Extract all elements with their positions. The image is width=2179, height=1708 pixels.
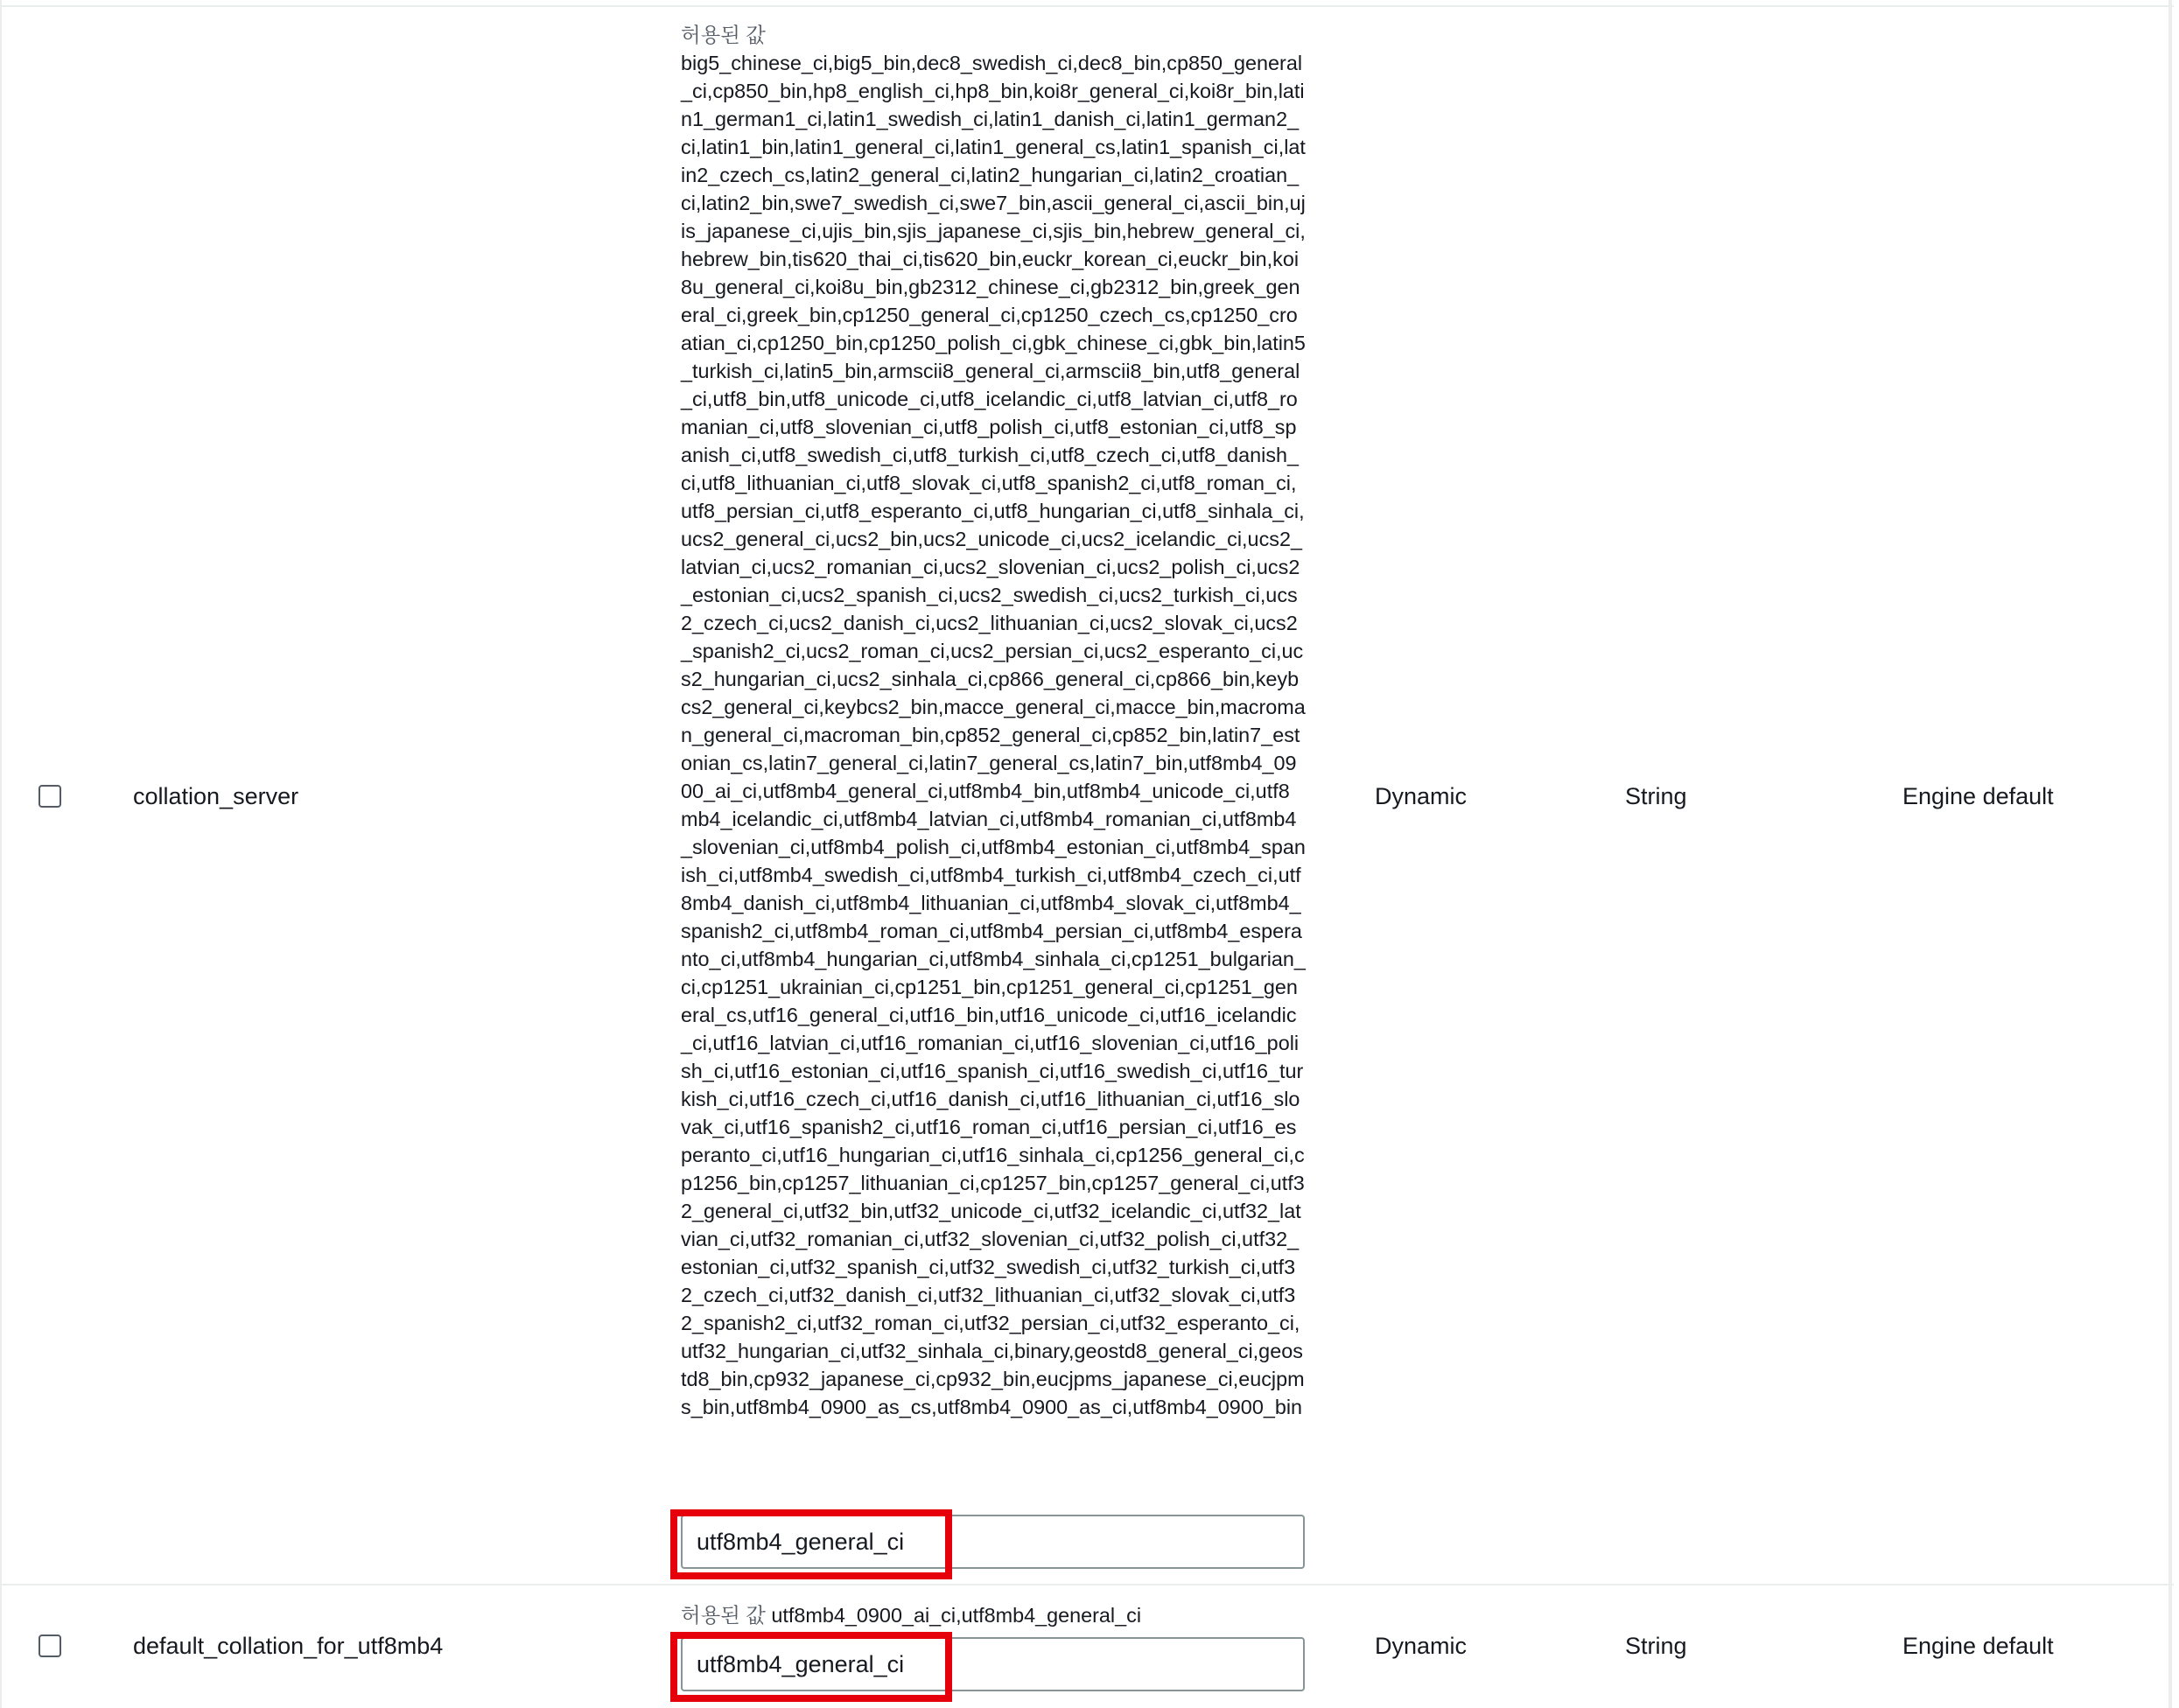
parameter-value-input[interactable] [681, 1637, 1305, 1691]
parameter-name: default_collation_for_utf8mb4 [133, 1633, 444, 1659]
apply-type-cell: Dynamic [1375, 1633, 1468, 1659]
apply-type-cell: Dynamic [1375, 783, 1468, 809]
source-cell: Engine default [1902, 783, 2054, 809]
row-divider [2, 5, 2174, 7]
allowed-values-text [681, 21, 1306, 1421]
data-type-cell: String [1625, 783, 1687, 809]
data-type-cell: String [1625, 1633, 1687, 1659]
parameter-name: collation_server [133, 783, 299, 809]
parameter-value-input[interactable] [681, 1515, 1305, 1569]
source-cell: Engine default [1902, 1633, 2054, 1659]
allowed-values-text [681, 1601, 1306, 1629]
allowed-values-list: big5_chinese_ci,big5_bin,dec8_swedish_ci,dec8_bin,cp850_general_ci,cp850_bin,hp8_english_ci,hp8_bin,koi8r_general_ci,koi8r_bin,latin1_german1_ci,latin1_swedish_ci,latin1_danish_ci,latin1_german2_ci,latin1_bin,latin1_general_ci,latin1_general_cs,latin1_spanish_ci,latin2_czech_cs,latin2_general_ci,latin2_hungarian_ci,latin2_croatian_ci,latin2_bin,swe7_swedish_ci,swe7_bin,ascii_general_ci,ascii_bin,ujis_japanese_ci,ujis_bin,sjis_japanese_ci,sjis_bin,hebrew_general_ci,hebrew_bin,tis620_thai_ci,tis620_bin,euckr_korean_ci,euckr_bin,koi8u_general_ci,koi8u_bin,gb2312_chinese_ci,gb2312_bin,greek_general_ci,greek_bin,cp1250_general_ci,cp1250_czech_cs,cp1250_croatian_ci,cp1250_bin,cp1250_polish_ci,gbk_chinese_ci,gbk_bin,latin5_turkish_ci,latin5_bin,armscii8_general_ci,armscii8_bin,utf8_general_ci,utf8_bin,utf8_unicode_ci,utf8_icelandic_ci,utf8_latvian_ci,utf8_romanian_ci,utf8_slovenian_ci,utf8_polish_ci,utf8_estonian_ci,utf8_spanish_ci,utf8_swedish_ci,utf8_turkish_ci,utf8_czech_ci,utf8_danish_ci,utf8_lithuanian_ci,utf8_slovak_ci,utf8_spanish2_ci,utf8_roman_ci,utf8_persian_ci,utf8_esperanto_ci,utf8_hungarian_ci,utf8_sinhala_ci,ucs2_general_ci,ucs2_bin,ucs2_unicode_ci,ucs2_icelandic_ci,ucs2_latvian_ci,ucs2_romanian_ci,ucs2_slovenian_ci,ucs2_polish_ci,ucs2_estonian_ci,ucs2_spanish_ci,ucs2_swedish_ci,ucs2_turkish_ci,ucs2_czech_ci,ucs2_danish_ci,ucs2_lithuanian_ci,ucs2_slovak_ci,ucs2_spanish2_ci,ucs2_roman_ci,ucs2_persian_ci,ucs2_esperanto_ci,ucs2_hungarian_ci,ucs2_sinhala_ci,cp866_general_ci,cp866_bin,keybcs2_general_ci,keybcs2_bin,macce_general_ci,macce_bin,macroman_general_ci,macroman_bin,cp852_general_ci,cp852_bin,latin7_estonian_cs,latin7_general_ci,latin7_general_cs,latin7_bin,utf8mb4_0900_ai_ci,utf8mb4_general_ci,utf8mb4_bin,utf8mb4_unicode_ci,utf8mb4_icelandic_ci,utf8mb4_latvian_ci,utf8mb4_romanian_ci,utf8mb4_slovenian_ci,utf8mb4_polish_ci,utf8mb4_estonian_ci,utf8mb4_spanish_ci,utf8mb4_swedish_ci,utf8mb4_turkish_ci,utf8mb4_czech_ci,utf8mb4_danish_ci,utf8mb4_lithuanian_ci,utf8mb4_slovak_ci,utf8mb4_spanish2_ci,utf8mb4_roman_ci,utf8mb4_persian_ci,utf8mb4_esperanto_ci,utf8mb4_hungarian_ci,utf8mb4_sinhala_ci,cp1251_bulgarian_ci,cp1251_ukrainian_ci,cp1251_bin,cp1251_general_ci,cp1251_general_cs,utf16_general_ci,utf16_bin,utf16_unicode_ci,utf16_icelandic_ci,utf16_latvian_ci,utf16_romanian_ci,utf16_slovenian_ci,utf16_polish_ci,utf16_estonian_ci,utf16_spanish_ci,utf16_swedish_ci,utf16_turkish_ci,utf16_czech_ci,utf16_danish_ci,utf16_lithuanian_ci,utf16_slovak_ci,utf16_spanish2_ci,utf16_roman_ci,utf16_persian_ci,utf16_esperanto_ci,utf16_hungarian_ci,utf16_sinhala_ci,cp1256_general_ci,cp1256_bin,cp1257_lithuanian_ci,cp1257_bin,cp1257_general_ci,utf32_general_ci,utf32_bin,utf32_unicode_ci,utf32_icelandic_ci,utf32_latvian_ci,utf32_romanian_ci,utf32_slovenian_ci,utf32_polish_ci,utf32_estonian_ci,utf32_spanish_ci,utf32_swedish_ci,utf32_turkish_ci,utf32_czech_ci,utf32_danish_ci,utf32_lithuanian_ci,utf32_slovak_ci,utf32_spanish2_ci,utf32_roman_ci,utf32_persian_ci,utf32_esperanto_ci,utf32_hungarian_ci,utf32_sinhala_ci,binary,geostd8_general_ci,geostd8_bin,cp932_japanese_ci,cp932_bin,eucjpms_japanese_ci,eucjpms_bin,utf8mb4_0900_as_cs,utf8mb4_0900_as_ci,utf8mb4_0900_bin [681, 52, 1306, 1418]
row-divider [2, 1584, 2174, 1586]
allowed-values-list: utf8mb4_0900_ai_ci,utf8mb4_general_ci [771, 1604, 1142, 1627]
row-select-checkbox[interactable] [39, 785, 61, 808]
allowed-values-label: 허용된 값 [681, 24, 766, 46]
row-select-checkbox[interactable] [39, 1634, 61, 1657]
allowed-values-label: 허용된 값 [681, 1604, 766, 1627]
